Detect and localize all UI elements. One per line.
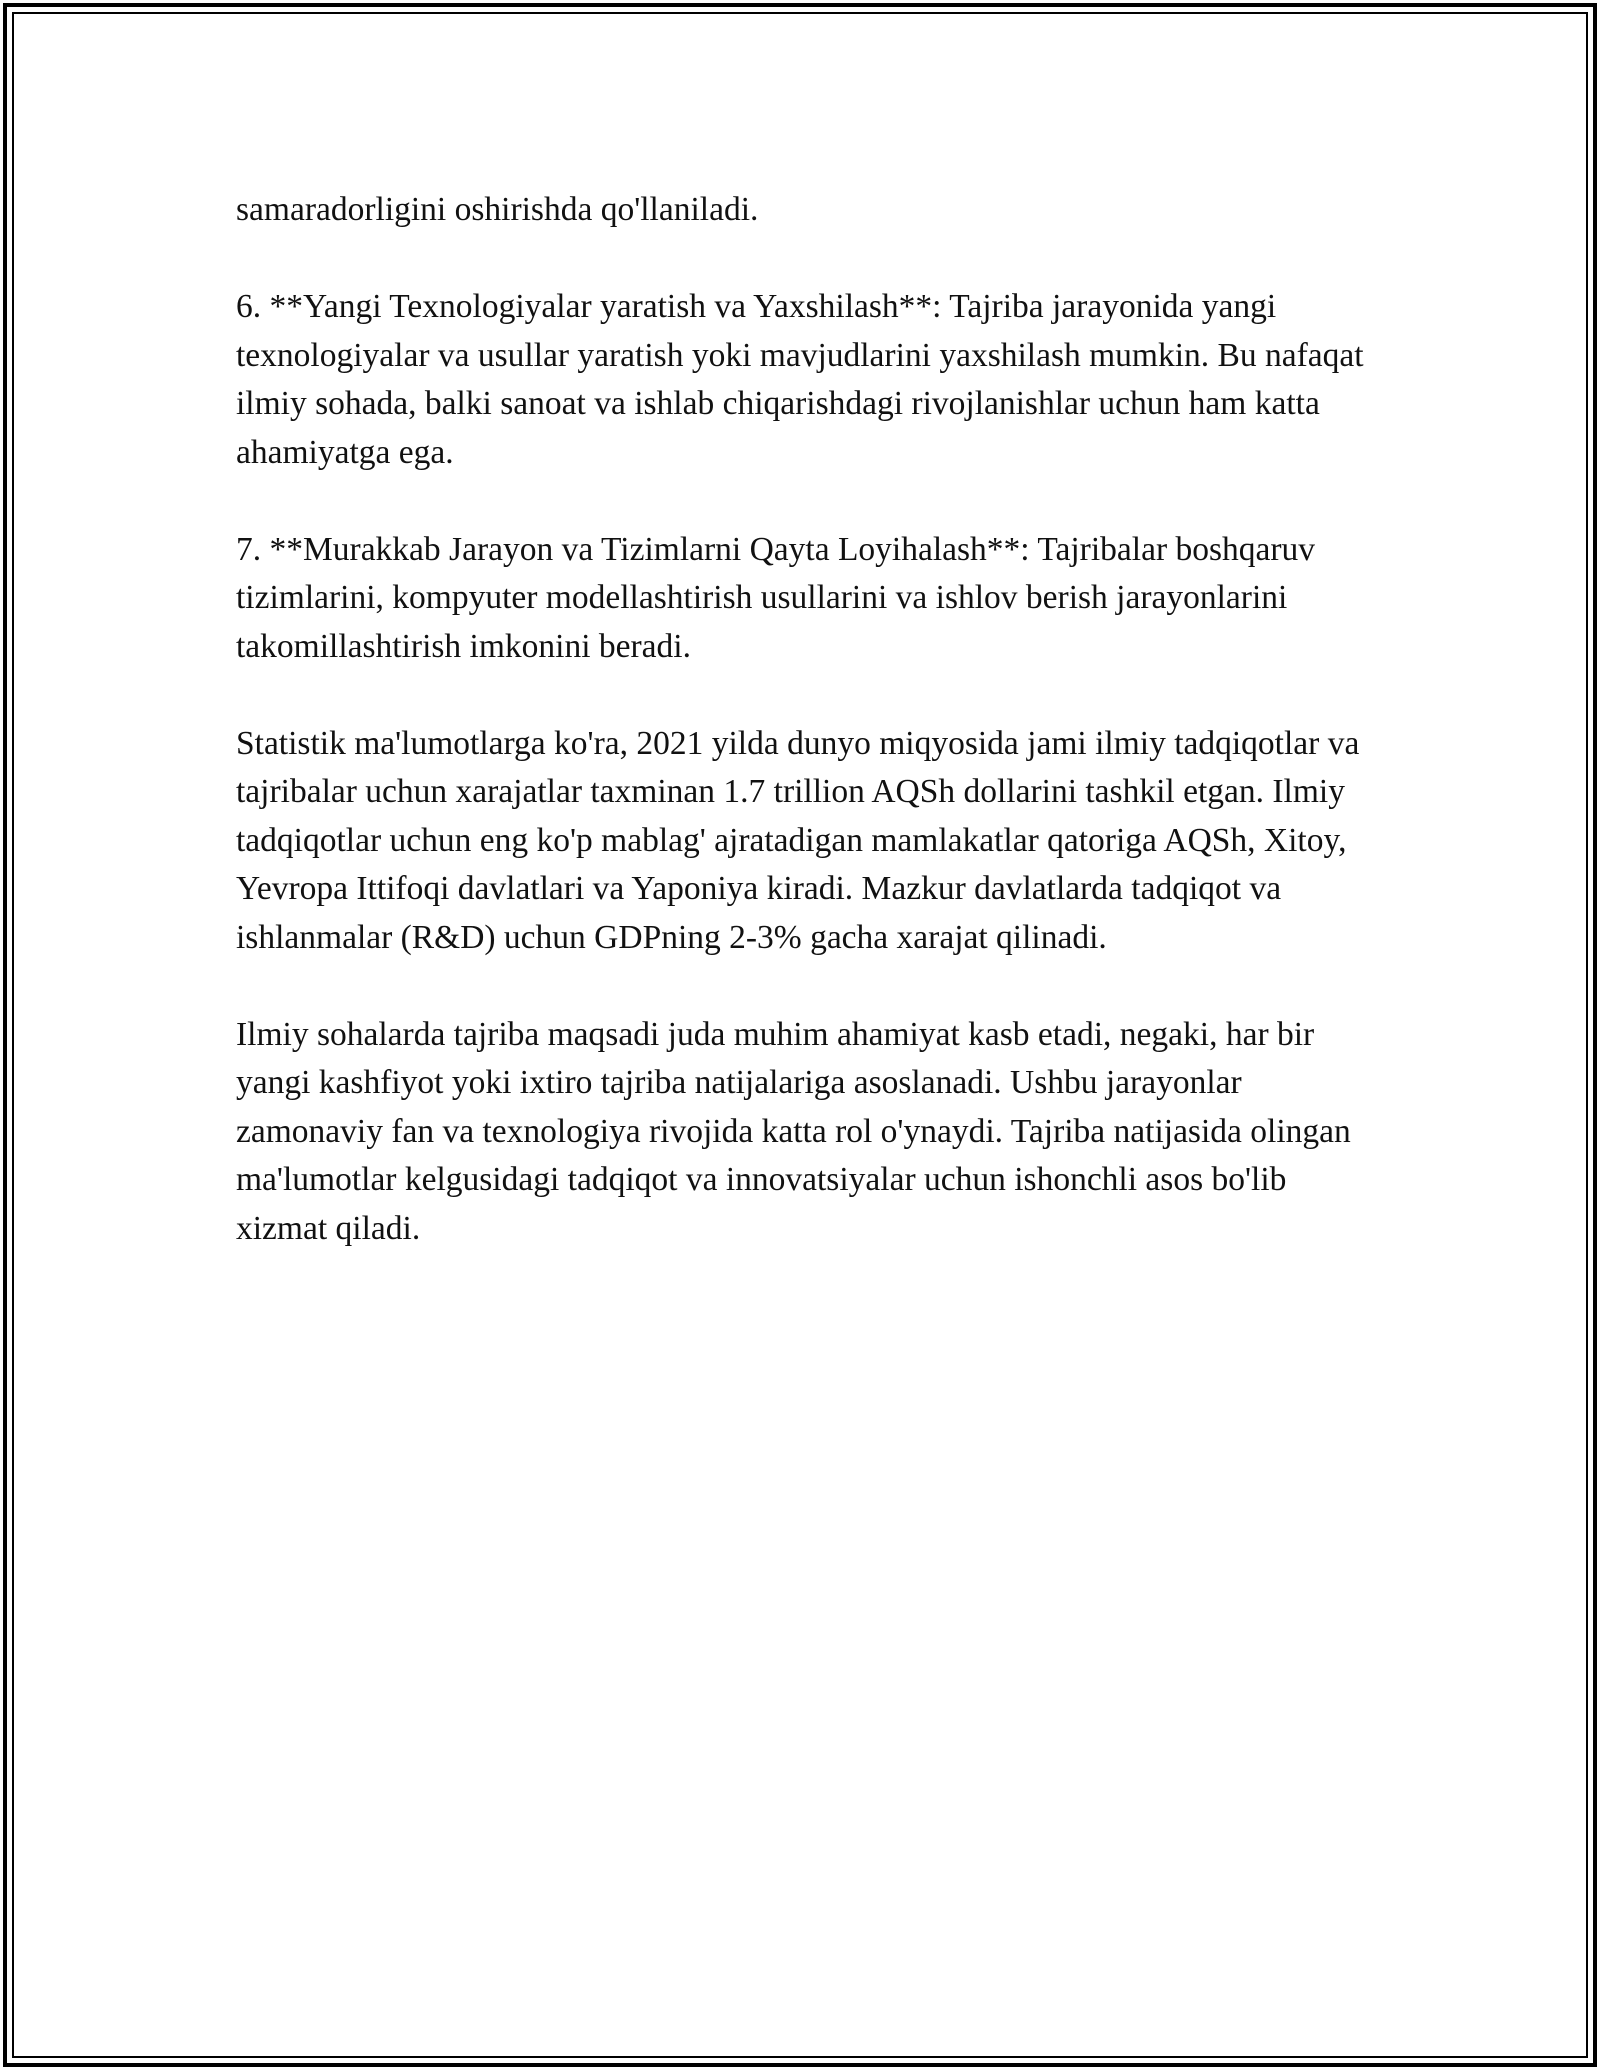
paragraph-statistics: Statistik ma'lumotlarga ko'ra, 2021 yilda dunyo miqyosida jami ilmiy tadqiqotlar va tajribalar uchun xarajatlar taxminan 1.7 trillion AQSh dollarini tashkil etgan. Ilmiy tadqiqotlar uchun eng ko'p mablag' ajratadigan mamlakatlar qatoriga AQSh, Xitoy, Yevropa Ittifoqi davlatlari va Yaponiya kiradi. Mazkur davlatlarda tadqiqot va ishlanmalar (R&D) uchun GDPning 2-3% gacha xarajat qilinadi. bbox=[236, 724, 1360, 956]
paragraph-item-7: 7. **Murakkab Jarayon va Tizimlarni Qayta Loyihalash**: Tajribalar boshqaruv tizimlarini, kompyuter modellashtirish usullarini va ishlov berish jarayonlarini takomillashtirish imkonini beradi. bbox=[236, 530, 1316, 665]
paragraph-item-6: 6. **Yangi Texnologiyalar yaratish va Yaxshilash**: Tajriba jarayonida yangi texnologiyalar va usullar yaratish yoki mavjudlarini yaxshilash mumkin. Bu nafaqat ilmiy sohada, balki sanoat va ishlab chiqarishdagi rivojlanishlar uchun ham katta ahamiyatga ega. bbox=[236, 288, 1364, 471]
paragraph-continuation: samaradorligini oshirishda qo'llaniladi. bbox=[236, 191, 759, 228]
paragraph-conclusion: Ilmiy sohalarda tajriba maqsadi juda muhim ahamiyat kasb etadi, negaki, har bir yangi kashfiyot yoki ixtiro tajriba natijalariga asoslanadi. Ushbu jarayonlar zamonaviy fan va texnologiya rivojida katta rol o'ynaydi. Tajriba natijasida olingan ma'lumotlar kelgusidagi tadqiqot va innovatsiyalar uchun ishonchli asos bo'lib xizmat qiladi. bbox=[236, 1015, 1351, 1247]
document-body bbox=[236, 186, 1376, 1253]
